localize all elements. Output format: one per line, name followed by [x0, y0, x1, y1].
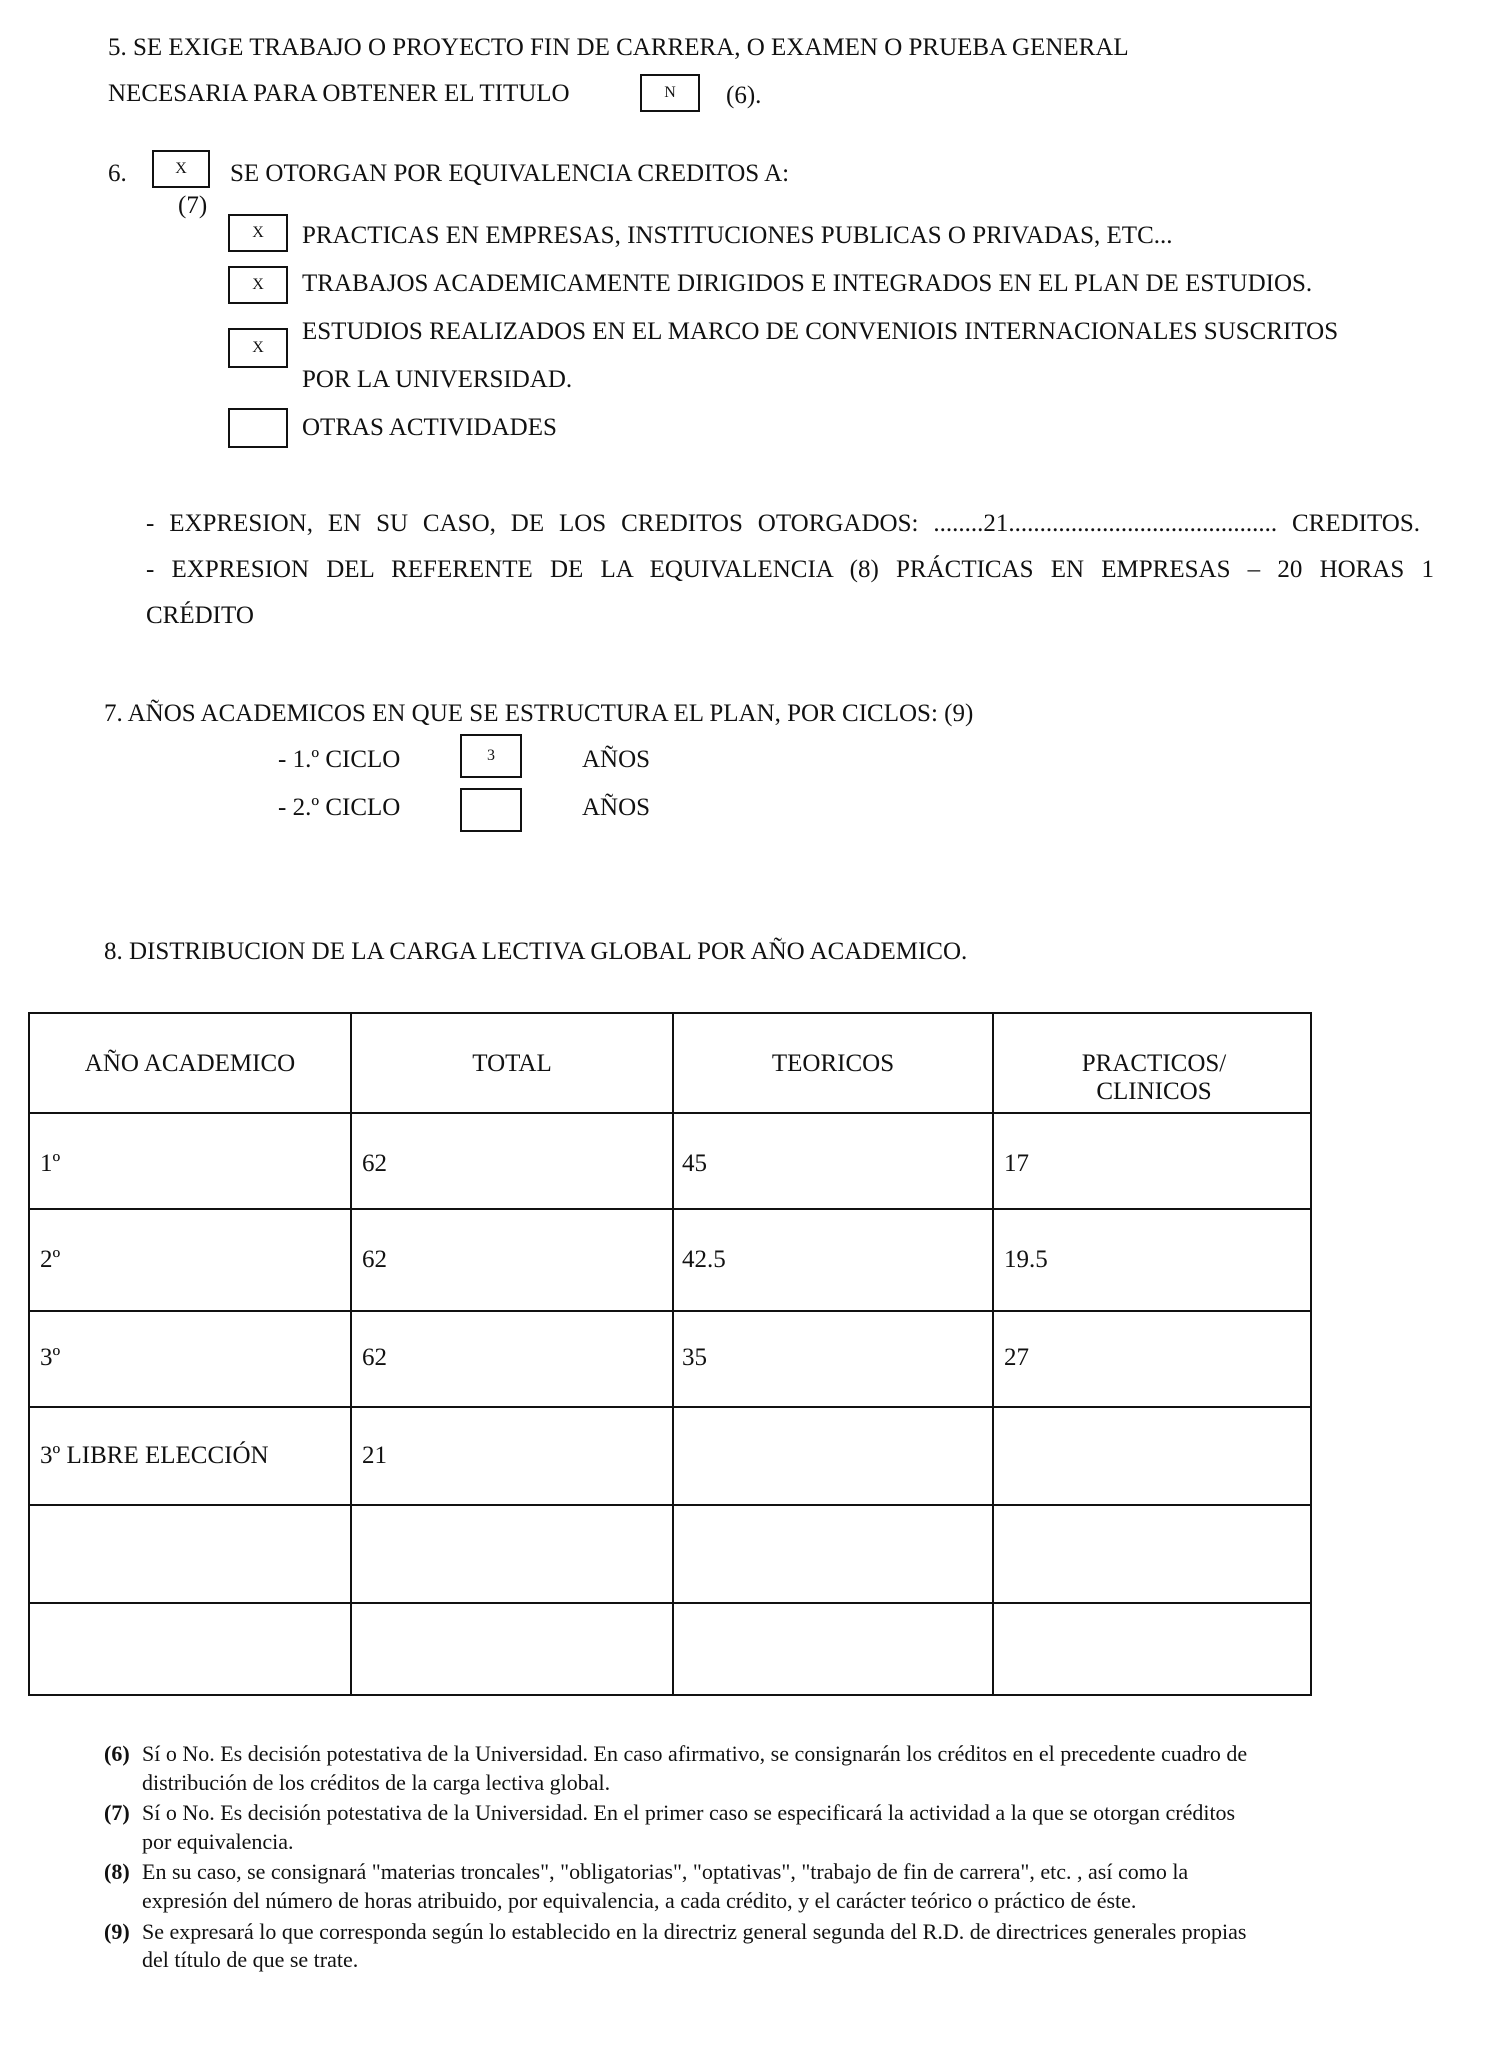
referent-line — [146, 556, 1434, 585]
footnote-text: Se expresará lo que corresponda según lo establecido en la directriz general segunda del R.D. de directrices generales propias del título de que se trate. — [142, 1918, 1247, 1973]
header-teoricos: TEORICOS — [771, 1050, 895, 1077]
footnote-number: (7) — [104, 1800, 130, 1826]
option-checkbox-trabajos[interactable]: X — [228, 266, 288, 304]
option-checkbox-practicas[interactable]: X — [228, 214, 288, 252]
table-cell: 35 — [682, 1344, 707, 1371]
option-label-estudios: ESTUDIOS REALIZADOS EN EL MARCO DE CONVENIOIS INTERNACIONALES SUSCRITOS — [302, 318, 1339, 345]
footnote — [104, 1740, 1264, 1797]
option-checkbox-otras[interactable] — [228, 408, 288, 448]
option-label-otras: OTRAS ACTIVIDADES — [302, 414, 557, 441]
table-cell: 62 — [362, 1344, 387, 1371]
table-row-divider — [30, 1112, 1310, 1114]
footnote — [104, 1799, 1264, 1856]
header-total: TOTAL — [472, 1050, 552, 1077]
cycle1-years-box[interactable]: 3 — [460, 734, 522, 778]
table-cell: 19.5 — [1004, 1246, 1048, 1273]
load-distribution-table — [28, 1012, 1312, 1696]
credits-line — [146, 510, 1420, 539]
section6-number: 6. — [108, 160, 127, 187]
section5-ref: (6). — [726, 82, 762, 109]
option-label-practicas: PRACTICAS EN EMPRESAS, INSTITUCIONES PUBLICAS O PRIVADAS, ETC... — [302, 222, 1173, 249]
footnote — [104, 1918, 1264, 1975]
option-label-estudios-cont: POR LA UNIVERSIDAD. — [302, 366, 573, 393]
table-row-divider — [30, 1310, 1310, 1312]
section6-ref: (7) — [178, 192, 208, 219]
footnote-text: Sí o No. Es decisión potestativa de la Universidad. En caso afirmativo, se consignarán los créditos en el precedente cuadro de distribución de los créditos de la carga lectiva global. — [142, 1741, 1248, 1795]
table-cell: 21 — [362, 1442, 387, 1469]
cycle2-years-box[interactable] — [460, 788, 522, 832]
table-col-divider — [992, 1014, 994, 1694]
section6-answer-box[interactable]: X — [152, 150, 210, 188]
cycle2-label: - 2.º CICLO — [278, 794, 401, 821]
table-cell: 17 — [1004, 1150, 1029, 1177]
footnote-text: Sí o No. Es decisión potestativa de la Universidad. En el primer caso se especificará la actividad a la que se otorgan créditos por equivalencia. — [142, 1800, 1236, 1854]
table-cell: 42.5 — [682, 1246, 726, 1273]
section5-answer-box[interactable]: N — [640, 74, 700, 112]
table-row-divider — [30, 1406, 1310, 1408]
table-cell: 3º — [40, 1344, 61, 1371]
header-year: AÑO ACADEMICO — [84, 1050, 296, 1077]
table-cell: 27 — [1004, 1344, 1029, 1371]
option-label-trabajos: TRABAJOS ACADEMICAMENTE DIRIGIDOS E INTEGRADOS EN EL PLAN DE ESTUDIOS. — [302, 270, 1313, 297]
table-col-divider — [672, 1014, 674, 1694]
table-cell: 62 — [362, 1246, 387, 1273]
footnotes — [104, 1740, 1264, 1977]
cycle1-unit: AÑOS — [582, 746, 651, 773]
footnote-number: (8) — [104, 1859, 130, 1885]
credits-line-text: - EXPRESION, EN SU CASO, DE LOS CREDITOS OTORGADOS: ........21........................................... CREDITOS. — [146, 510, 1420, 537]
section5-line2: NECESARIA PARA OBTENER EL TITULO — [108, 80, 570, 107]
referent-line-text: - EXPRESION DEL REFERENTE DE LA EQUIVALENCIA (8) PRÁCTICAS EN EMPRESAS – 20 HORAS 1 — [146, 556, 1434, 583]
table-col-divider — [350, 1014, 352, 1694]
cycle2-unit: AÑOS — [582, 794, 651, 821]
footnote-number: (9) — [104, 1918, 130, 1944]
footnote-number: (6) — [104, 1741, 130, 1766]
table-row-divider — [30, 1208, 1310, 1210]
referent-line-cont: CRÉDITO — [146, 602, 254, 629]
section7-title: 7. AÑOS ACADEMICOS EN QUE SE ESTRUCTURA EL PLAN, POR CICLOS: (9) — [104, 700, 974, 727]
table-row-divider — [30, 1504, 1310, 1506]
footnote — [104, 1858, 1264, 1915]
table-row-divider — [30, 1602, 1310, 1604]
table-cell: 3º LIBRE ELECCIÓN — [40, 1442, 269, 1469]
option-checkbox-estudios[interactable]: X — [228, 328, 288, 368]
section6-title: SE OTORGAN POR EQUIVALENCIA CREDITOS A: — [230, 160, 790, 187]
section5-line1: 5. SE EXIGE TRABAJO O PROYECTO FIN DE CARRERA, O EXAMEN O PRUEBA GENERAL — [108, 34, 1129, 61]
table-cell: 2º — [40, 1246, 61, 1273]
footnote-text: En su caso, se consignará "materias troncales", "obligatorias", "optativas", "trabajo de fin de carrera", etc. , así como la expresión del número de horas atribuido, por equivalencia, a cada crédito, y el carácter teórico o práctico de éste. — [142, 1859, 1189, 1913]
table-cell: 45 — [682, 1150, 707, 1177]
section8-title: 8. DISTRIBUCION DE LA CARGA LECTIVA GLOBAL POR AÑO ACADEMICO. — [104, 938, 968, 965]
table-cell: 62 — [362, 1150, 387, 1177]
table-cell: 1º — [40, 1150, 61, 1177]
header-practicos: PRACTICOS/ CLINICOS — [1081, 1050, 1227, 1105]
cycle1-label: - 1.º CICLO — [278, 746, 401, 773]
